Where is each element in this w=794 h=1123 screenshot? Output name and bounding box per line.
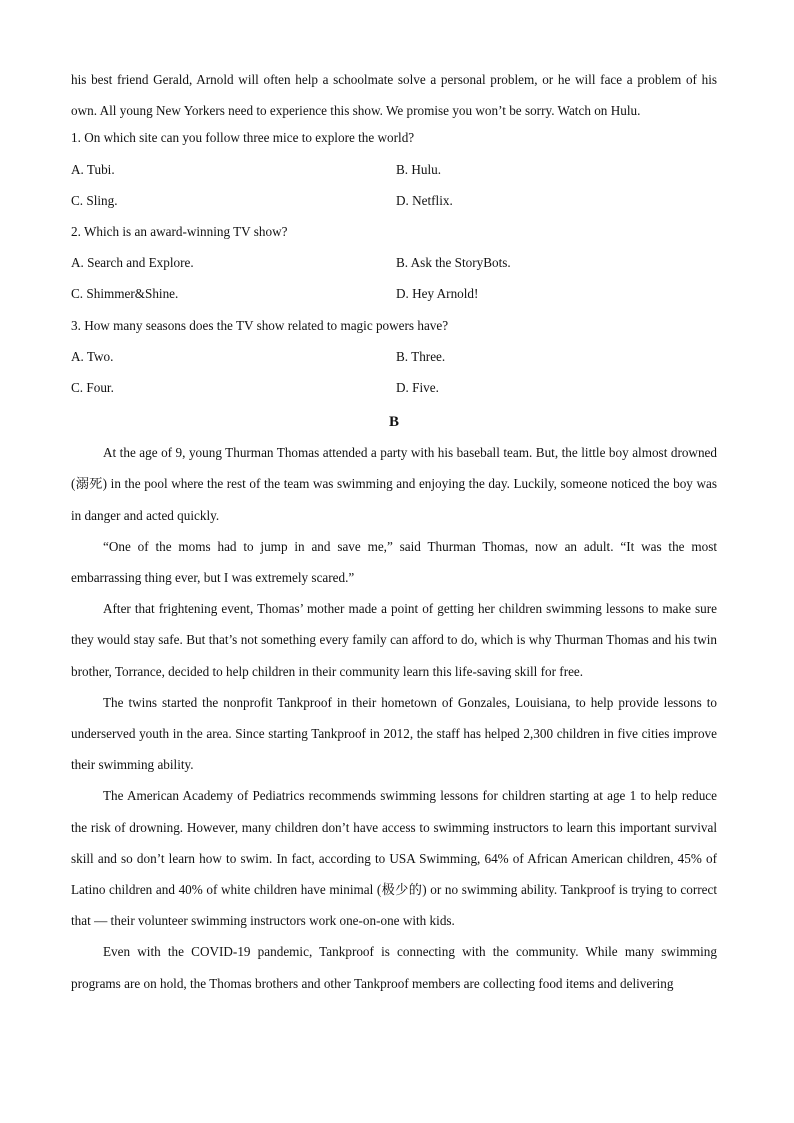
option-row xyxy=(71,345,717,376)
option-a: A. Tubi. xyxy=(71,161,115,177)
option-row xyxy=(71,376,717,407)
passage-b xyxy=(71,437,717,999)
option-a: A. Two. xyxy=(71,348,114,364)
option-row xyxy=(71,158,717,189)
option-c: C. Sling. xyxy=(71,192,118,208)
option-b: B. Three. xyxy=(396,348,446,364)
document-page xyxy=(71,64,717,999)
option-row xyxy=(71,189,717,220)
option-b: B. Hulu. xyxy=(396,161,442,177)
question-3 xyxy=(71,314,717,408)
question-stem: 2. Which is an award-winning TV show? xyxy=(71,223,288,239)
option-d: D. Hey Arnold! xyxy=(396,286,479,302)
option-c: C. Four. xyxy=(71,379,114,395)
option-a: A. Search and Explore. xyxy=(71,255,194,271)
passage-paragraph: At the age of 9, young Thurman Thomas attended a party with his baseball team. But, the little boy almost drowned (溺死) in the pool where the rest of the team was swimming and enjoying the day. Luckily, someone noticed the boy was in danger and acted quickly. xyxy=(71,445,717,523)
passage-paragraph: The twins started the nonprofit Tankproof in their hometown of Gonzales, Louisiana, to help provide lessons to underserved youth in the area. Since starting Tankproof in 2012, the staff has helped 2,300 children in five cities improve their swimming ability. xyxy=(71,694,717,773)
question-2 xyxy=(71,220,717,314)
option-d: D. Five. xyxy=(396,379,439,395)
section-b-title: B xyxy=(388,414,399,431)
question-1 xyxy=(71,126,717,220)
option-row xyxy=(71,251,717,282)
question-stem: 1. On which site can you follow three mice to explore the world? xyxy=(71,130,415,146)
intro-paragraph: his best friend Gerald, Arnold will often help a schoolmate solve a personal problem, or he will face a problem of his own. All young New Yorkers need to experience this show. We promise you won’t be sorry. Watch on Hulu. xyxy=(71,72,717,119)
option-d: D. Netflix. xyxy=(396,192,453,208)
passage-paragraph: After that frightening event, Thomas’ mother made a point of getting her children swimming lessons to make sure they would stay safe. But that’s not something every family can afford to do, which is why Thurman Thomas and his twin brother, Torrance, decided to help children in their community learn this life-saving skill for free. xyxy=(71,601,717,679)
passage-paragraph: The American Academy of Pediatrics recommends swimming lessons for children starting at age 1 to help reduce the risk of drowning. However, many children don’t have access to swimming instructors to learn this important survival skill and so don’t learn how to swim. In fact, according to USA Swimming, 64% of African American children, 45% of Latino children and 40% of white children have minimal (极少的) or no swimming ability. Tankproof is trying to correct that — their volunteer swimming instructors work one-on-one with kids. xyxy=(71,788,717,929)
option-b: B. Ask the StoryBots. xyxy=(396,255,511,271)
passage-paragraph: Even with the COVID-19 pandemic, Tankproof is connecting with the community. While many swimming programs are on hold, the Thomas brothers and other Tankproof members are collecting food items and delivering xyxy=(71,944,717,991)
option-c: C. Shimmer&Shine. xyxy=(71,286,179,302)
option-row xyxy=(71,282,717,313)
question-stem: 3. How many seasons does the TV show related to magic powers have? xyxy=(71,317,449,333)
passage-paragraph: “One of the moms had to jump in and save me,” said Thurman Thomas, now an adult. “It was the most embarrassing thing ever, but I was extremely scared.” xyxy=(71,538,717,585)
